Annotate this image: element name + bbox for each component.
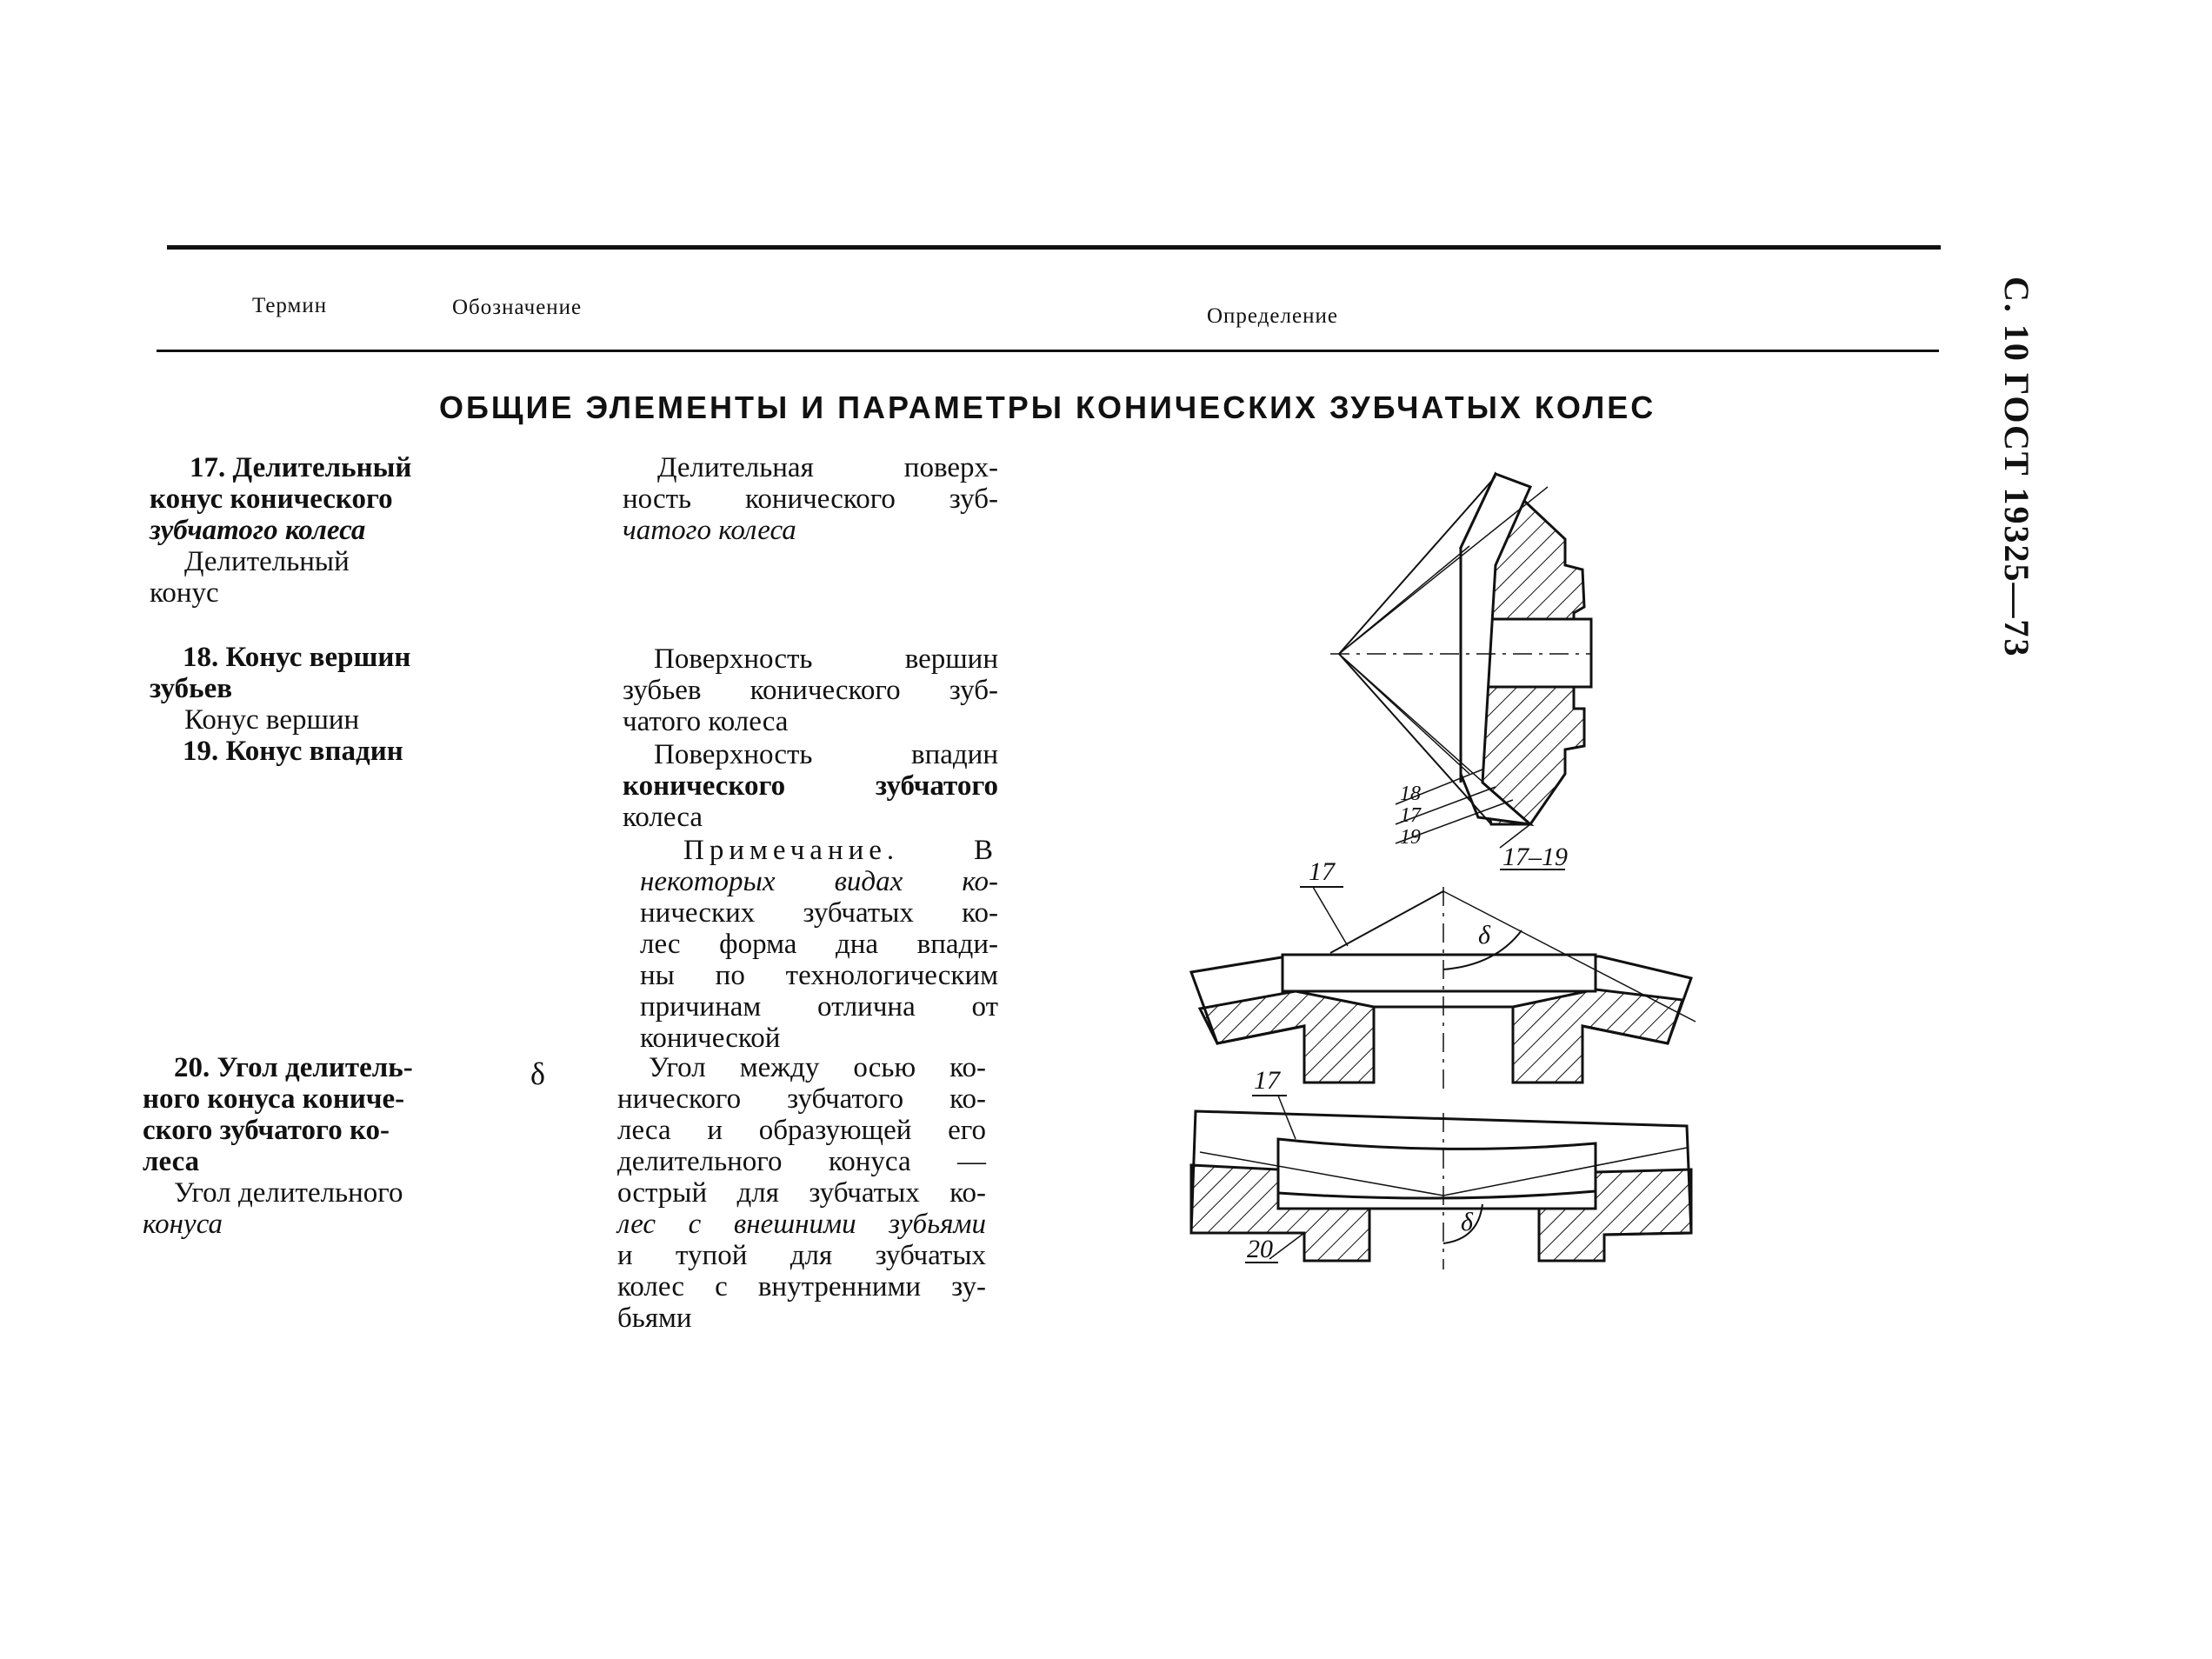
cone-line [1339,546,1469,654]
fig3-label-delta: δ [1461,1208,1473,1236]
definition-line: и тупой для зубчатых [617,1240,986,1271]
note-line: нических зубчатых ко- [640,897,998,929]
gear-tooth-band [1278,1139,1596,1198]
term-20-line: ского зубчатого ко- [143,1115,390,1146]
term-20-short: конуса [143,1209,223,1240]
definition-line: Поверхность вершин [654,643,998,675]
term-18-line: зубьев [150,673,233,704]
definition-line: нического зубчатого ко- [617,1083,986,1115]
page-running-header: С. 10 ГОСТ 19325—73 [1997,276,2036,658]
fig1-label-19: 19 [1400,826,1421,849]
fig1-label-17-19: 17–19 [1502,843,1568,871]
term-17-line: 17. Делительный [190,452,412,483]
fig1-label-17: 17 [1400,804,1421,827]
fig2-label-delta: δ [1478,921,1490,949]
definition-line: делительного конуса — [617,1146,986,1177]
term-17-short: конус [150,577,219,609]
gear-bore [1482,619,1591,687]
definition-line: леса и образующей его [617,1115,986,1146]
term-20-short: Угол делительного [174,1177,403,1209]
definition-line: чатого колеса [623,515,796,546]
term-17-line: конус конического [150,483,393,515]
term-20-symbol: δ [530,1056,545,1091]
column-header-term: Термин [252,294,328,317]
gear-tooth-band [1283,955,1596,991]
fig3-label-17: 17 [1254,1066,1280,1095]
term-18-line: 18. Конус вершин [183,642,411,673]
definition-line: колес с внутренними зу- [617,1271,986,1303]
definition-line: Угол между осью ко- [649,1052,986,1083]
definition-line: ность конического зуб- [623,483,998,515]
note-line: ны по технологическим [640,960,998,991]
note-line: некоторых видах ко- [640,866,998,897]
note-line: причинам отлична от [640,991,998,1023]
leader-line [1313,887,1348,946]
definition-line: конического зубчатого [623,770,998,802]
note-line: конической [640,1023,781,1054]
definition-line: чатого колеса [623,706,789,737]
term-17-line: зубчатого колеса [150,515,366,546]
section-title: ОБЩИЕ ЭЛЕМЕНТЫ И ПАРАМЕТРЫ КОНИЧЕСКИХ ЗУБЧАТЫХ КОЛЕС [439,390,1656,425]
definition-line: Делительная поверх- [657,452,998,483]
column-header-symbol: Обозначение [452,296,583,319]
leader-line [1269,1233,1304,1259]
term-18-short: Конус вершин [184,704,360,736]
fig3-label-20: 20 [1247,1235,1273,1263]
cone-line [1339,654,1469,774]
gear-hatch-left [1200,991,1374,1083]
gear-hatch-right [1513,989,1682,1083]
figure-external-teeth-gear [1191,887,1696,1091]
leader-line [1278,1096,1296,1139]
note-line: лес форма дна впади- [640,929,998,960]
term-20-line: леса [143,1146,200,1177]
note-line: Примечание. В [683,835,998,866]
term-20-line: 20. Угол делитель- [174,1052,413,1083]
definition-line: Поверхность впадин [654,739,998,770]
fig1-label-18: 18 [1400,783,1421,805]
definition-line: зубьев конического зуб- [623,675,998,706]
fig2-label-17: 17 [1309,857,1335,886]
definition-line: колеса [623,802,703,833]
term-19-line: 19. Конус впадин [183,736,403,767]
definition-line: лес с внешними зубьями [617,1209,986,1240]
term-17-short: Делительный [184,546,350,577]
term-20-line: ного конуса кониче- [143,1083,405,1115]
figure-bevel-gear-section [1330,474,1591,869]
pitch-cone-line [1330,891,1443,953]
definition-line: острый для зубчатых ко- [617,1177,986,1209]
column-header-definition: Определение [1207,304,1338,328]
definition-line: бьями [617,1303,692,1334]
